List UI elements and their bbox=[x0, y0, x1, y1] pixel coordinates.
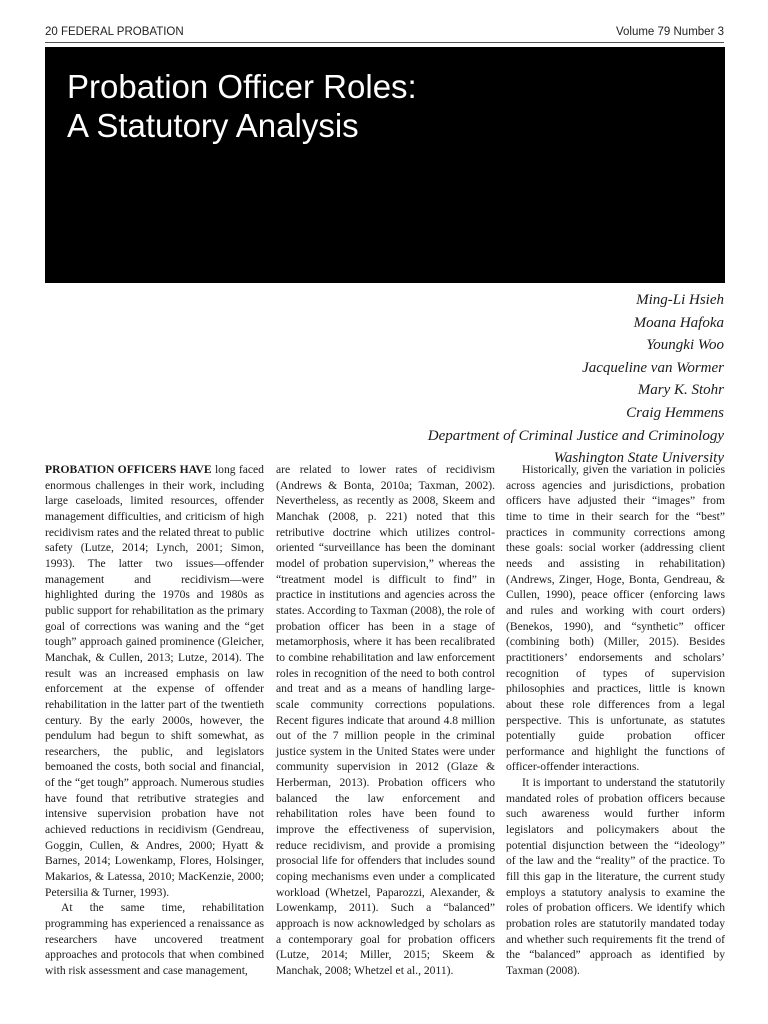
body-paragraph: are related to lower rates of recidivism (Andrews & Bonta, 2010a; Taxman, 2002). Nevertheless, as recently as 2008, Skeem and Manchak (2008, p. 221) noted that this retributive doctrine which utilizes control-oriented “surveillance has been the dominant model of probation supervision,” whereas the “treatment model is difficult to find” in practice in institutions and agencies across the states. According to Taxman (2008), the role of probation officer has been in a stage of metamorphosis, where it has been recalibrated to combine rehabilitation and law enforcement roles in recognition of the need to both control and treat and as a means of handling large-scale community corrections populations. Recent figures indicate that around 4.8 million out of the 7 million people in the criminal justice system in the United States were under community supervision in 2012 (Glaze & Herberman, 2013). Probation officers who balanced the law enforcement and rehabilitation roles have been found to improve the effectiveness of supervision, reduce recidivism, and provide a promising prosocial life for offenders that includes sound coping mechanisms even under a complicated workload (Whetzel, Paparozzi, Alexander, & Lowenkamp, 2011). Such a “balanced” approach is now acknowledged by scholars as a contemporary goal for probation officers (Lutze, 2014; Miller, 2015; Skeem & Manchak, 2008; Whetzel et al., 2011). bbox=[276, 463, 495, 977]
body-paragraph: It is important to understand the statutorily mandated roles of probation officers because such awareness would further inform legislators and policymakers about the potential disjunction between the “ideology” of the law and the “reality” of the practice. To fill this gap in the literature, the current study employs a statutory analysis to examine the roles of probation officers. We identify which probation roles are statutorily mandated today and whether such requirements fit the trend of the “balanced” approach as identified by Taxman (2008). bbox=[506, 776, 725, 977]
article-title bbox=[67, 67, 417, 145]
body-column-2 bbox=[276, 462, 495, 979]
lead-in: PROBATION OFFICERS HAVE bbox=[45, 463, 212, 476]
page-number-journal: 20 FEDERAL PROBATION bbox=[45, 26, 184, 38]
body-paragraph bbox=[45, 462, 264, 900]
body-paragraph: At the same time, rehabilitation programming has experienced a renaissance as researchers have uncovered treatment approaches and protocols that when combined with risk assessment and case management, bbox=[45, 901, 264, 977]
author-name: Ming-Li Hsieh bbox=[636, 292, 724, 308]
title-banner bbox=[45, 47, 725, 283]
author-name: Craig Hemmens bbox=[626, 404, 724, 421]
author-name: Jacqueline van Wormer bbox=[582, 359, 724, 376]
title-line-1: Probation Officer Roles: bbox=[67, 68, 417, 105]
paragraph-text: long faced enormous challenges in their work, including large caseloads, limited resources, offender management difficulties, and criticism of high recidivism rates and the related threat to public safety (Lutze, 2014; Lynch, 2001; Simon, 1993). The latter two issues—offender management and recidivism—were highlighted during the 1970s and 1980s as public support for rehabilitation as the primary goal of corrections was waning and the “get tough” approach gained prominence (Gleicher, Manchak, & Cullen, 2013; Lutze, 2014). The result was an increased emphasis on law enforcement at the expense of offender rehabilitation in the latter part of the twentieth century. By the early 2000s, however, the pendulum had begun to shift somewhat, as researchers, the public, and legislators bemoaned the costs, both social and financial, of the “get tough” approach. Numerous studies have found that retributive strategies and intensive supervision probation have not achieved reductions in recidivism (Gendreau, Goggin, Cullen, & Andres, 2000; Hyatt & Barnes, 2014; Lowenkamp, Flores, Holsinger, Makarios, & Latessa, 2010; MacKenzie, 2000; Petersilia & Turner, 1993). bbox=[45, 463, 264, 899]
affiliation-university: Washington State University bbox=[553, 450, 724, 467]
running-head bbox=[45, 26, 724, 43]
author-name: Moana Hafoka bbox=[633, 314, 724, 331]
volume-issue: Volume 79 Number 3 bbox=[615, 26, 724, 38]
body-column-3 bbox=[506, 462, 725, 979]
title-line-2: A Statutory Analysis bbox=[67, 107, 359, 144]
author-name: Mary K. Stohr bbox=[637, 382, 724, 399]
body-column-1 bbox=[45, 462, 264, 979]
body-paragraph: Historically, given the variation in policies across agencies and jurisdictions, probation officers have adjusted their “images” from time to time in their search for the “best” practices in community corrections among these goals: social worker (addressing client needs and assisting in rehabilitation) (Andrews, Zinger, Hoge, Bonta, Gendreau, & Cullen, 1990), peace officer (enforcing laws and rules and working with court orders) (Benekos, 1990), and “synthetic” officer (combining both) (Miller, 2015). Besides practitioners’ endorsements and scholars’ recognition of types of supervision philosophies and practices, little is known about these role differences from a legal perspective. This is unfortunate, as statutes potentially guide probation officer performance and highlight the functions of officer-offender interactions. bbox=[506, 463, 725, 774]
author-block bbox=[224, 289, 724, 470]
author-name: Youngki Woo bbox=[646, 337, 724, 354]
affiliation-department: Department of Criminal Justice and Criminology bbox=[427, 427, 724, 444]
